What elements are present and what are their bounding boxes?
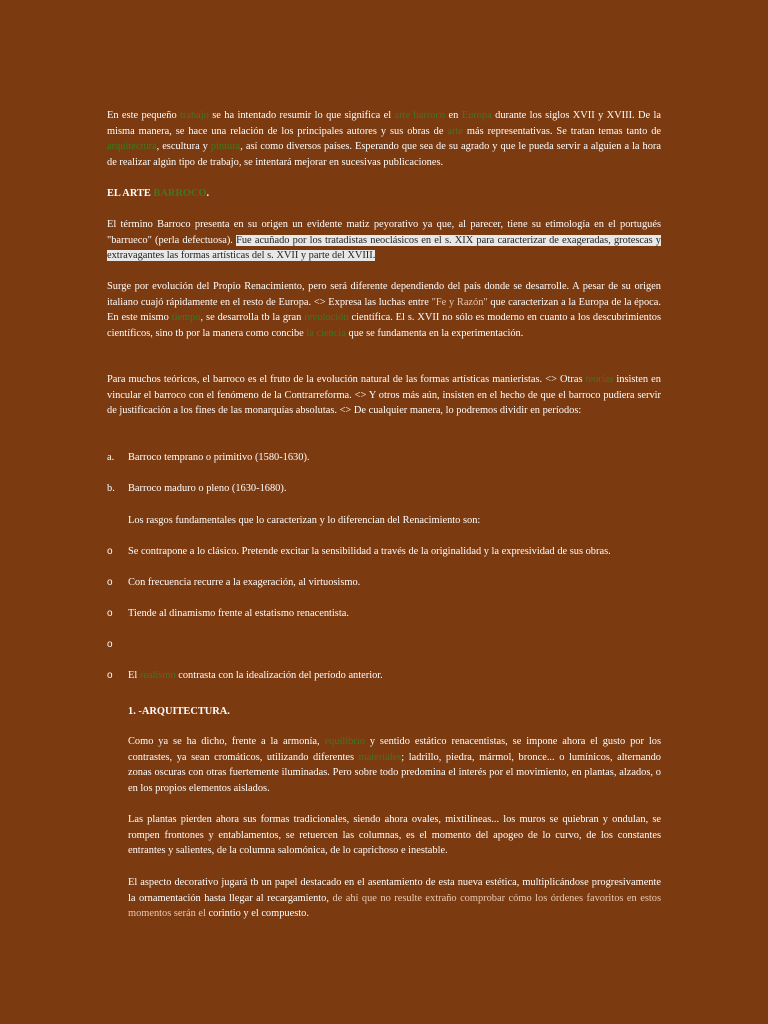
text: El término Barroco presenta en su origen un evidente matiz peyorativo ya que, al parecer, tiene su etimología en el portugués "barrueco" (perla defectuosa). [107, 219, 661, 246]
link-tiempo[interactable]: tiempo [171, 312, 201, 324]
text: que se fundamenta en la experimentación. [345, 327, 524, 339]
bullet-marker: o [107, 608, 113, 619]
section-heading-arquitectura: 1. -ARQUITECTURA. [128, 706, 230, 717]
link-arte[interactable]: arte [447, 125, 463, 137]
bullet-text: Con frecuencia recurre a la exageración, al virtuosismo. [128, 577, 361, 588]
heading-text: EL ARTE [107, 188, 154, 199]
bullet-text [128, 668, 661, 684]
rasgos-intro: Los rasgos fundamentales que lo caracterizan y lo diferencian del Renacimiento son: [128, 515, 481, 526]
text: corintio y el compuesto. [208, 908, 309, 920]
heading-end: . [206, 188, 210, 199]
text: , así como diversos países. Esperando que sea de su agrado y que le pueda servir a alguien a la hora de realizar algún tipo de trabajo, se intentará mejorar en sucesivas publicaciones. [107, 141, 661, 168]
link-arquitectura[interactable]: arquitectura [107, 141, 157, 153]
bullet-text: Tiende al dinamismo frente al estatismo renacentista. [128, 608, 349, 619]
text: Para muchos teóricos, el barroco es el fruto de la evolución natural de las formas artísticas manieristas. <> Otras [107, 374, 586, 385]
text: , escultura y [156, 141, 211, 153]
text: contrasta con la idealización del período anterior. [175, 670, 383, 681]
link-realismo[interactable]: realismo [139, 670, 176, 681]
text: más representativas. Se tratan temas tanto de [462, 125, 661, 137]
arquitectura-paragraph-1 [128, 734, 661, 796]
intro-paragraph [107, 108, 661, 170]
link-la-ciencia[interactable]: la ciencia [306, 327, 346, 339]
surge-paragraph [107, 279, 661, 341]
bullet-marker: o [107, 577, 113, 588]
teoricos-paragraph [107, 372, 661, 419]
text: insisten en vincular el barroco con el fenómeno de la Contrarreforma. <> Y otros más aún, insisten en el hecho de que el barroco pudiera servir de justificación a los fines de las monarquías absolutas. <> De cualquier manera, lo podremos dividir en períodos: [107, 374, 661, 417]
text: El [128, 670, 140, 681]
text: Pero sobre todo predomina el interés por el movimiento, en plantas, alzados, o en los propios elementos aislados. [128, 767, 661, 794]
list-marker: b. [107, 483, 115, 494]
text: , se desarrolla tb la gran [200, 312, 305, 324]
bullet-text: Se contrapone a lo clásico. Pretende excitar la sensibilidad a través de la originalidad y la expresividad de sus obras. [128, 546, 611, 557]
text: se ha intentado resumir lo que significa el [208, 110, 395, 121]
link-barroco[interactable]: BARROCO [153, 188, 207, 199]
arquitectura-paragraph-3 [128, 875, 661, 922]
link-europa[interactable]: Europa [461, 110, 492, 121]
text: y sentido estático renacentistas, se impone ahora el gusto por los contrastes, ya sean cromáticos, utilizando diferentes [128, 736, 661, 763]
period-text: Barroco maduro o pleno (1630-1680). [128, 483, 287, 494]
text: que caracterizan a la Europa de la época. En este mismo [107, 296, 662, 324]
bullet-marker: o [107, 639, 113, 650]
quote-fe-y-razon: "Fe y Razón" [431, 296, 488, 308]
text: en [445, 110, 462, 121]
text: El aspecto decorativo jugará tb un papel destacado en el asentamiento de esta nueva estética, multiplicándose progresivamente la ornamentación hasta llegar al recargamiento, [128, 877, 661, 904]
text: Surge por evolución del Propio Renacimiento, pero será diferente dependiendo del país donde se desarrolle. A pesar de su origen italiano cuajó rápidamente en el resto de Europa. <> Expresa las luchas entre [107, 281, 661, 308]
list-marker: a. [107, 452, 115, 463]
link-equilibrio[interactable]: equilibrio [324, 736, 365, 747]
link-materiales[interactable]: materiales [358, 751, 402, 763]
highlighted-text: Fue acuñado por los tratadistas neoclásicos en el s. XIX para caracterizar de exageradas, grotescas y extravagantes las formas artísticas del s. XVII y parte del XVIII. [107, 234, 662, 262]
link-arte-barroco[interactable]: arte barroco [394, 110, 446, 121]
text: científica. El s. XVII no sólo es moderno en cuanto a los descubrimientos científicos, sino tb por la manera como concibe [107, 312, 662, 339]
text: de ahí que no resulte extraño comprobar cómo los órdenes favoritos en estos momentos serán el [128, 892, 661, 920]
section-heading-arte-barroco [107, 186, 661, 202]
text: ; ladrillo, piedra, mármol, bronce... o lumínicos, alternando zonas oscuras con otras fuertemente iluminadas. [128, 751, 661, 779]
text: En este pequeño [107, 110, 181, 121]
text: Como ya se ha dicho, frente a la armonía, [128, 736, 325, 747]
link-pintura[interactable]: pintura [210, 141, 241, 153]
term-paragraph [107, 217, 661, 264]
period-text: Barroco temprano o primitivo (1580-1630). [128, 452, 310, 463]
link-revolucion[interactable]: revolución [304, 312, 349, 324]
link-trabajo[interactable]: trabajo [180, 110, 209, 121]
arquitectura-paragraph-2: Las plantas pierden ahora sus formas tradicionales, siendo ahora ovales, mixtilíneas... los muros se quiebran y ondulan, se rompen frontones y entablamentos, se retuercen las columnas, es el momento del apogeo de lo curvo, de los constantes entrantes y salientes, de la columna salomónica, de lo caprichoso e inestable. [128, 814, 661, 857]
bullet-marker: o [107, 670, 113, 681]
bullet-marker: o [107, 546, 113, 557]
link-teorias[interactable]: teorías [585, 374, 614, 385]
text: durante los siglos XVII y XVIII. De la misma manera, se hace una relación de los principales autores y sus obras de [107, 110, 661, 137]
